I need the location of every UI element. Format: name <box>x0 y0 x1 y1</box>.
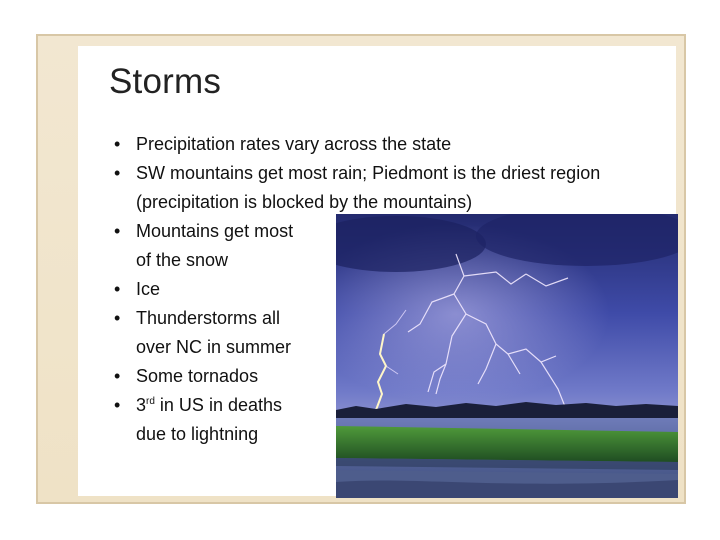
ordinal-number: 3 <box>136 395 147 415</box>
bullet-marker: • <box>114 163 121 183</box>
bullet-item <box>108 130 668 159</box>
bullet-text: Thunderstorms all <box>136 308 281 328</box>
bullet-marker: • <box>114 395 121 415</box>
bullet-marker: • <box>114 279 121 299</box>
bullet-text-continued: of the snow <box>136 250 229 270</box>
bullet-text-continued: over NC in summer <box>136 337 292 357</box>
bullet-text: Some tornados <box>136 366 259 386</box>
ordinal-suffix: rd <box>146 396 155 407</box>
bullet-marker: • <box>114 366 121 386</box>
lightning-storm-photo <box>336 214 678 498</box>
slide-title: Storms <box>109 62 222 101</box>
bullet-marker: • <box>114 221 121 241</box>
lightning-storm-image <box>336 214 678 498</box>
bullet-text-continued: (precipitation is blocked by the mountains) <box>136 192 473 212</box>
bullet-item <box>108 159 668 217</box>
bullet-text-rest: in US in deaths <box>154 395 282 415</box>
bullet-text: Precipitation rates vary across the state <box>136 134 452 154</box>
bullet-text: SW mountains get most rain; Piedmont is the driest region <box>136 163 601 183</box>
bullet-text-continued: due to lightning <box>136 424 259 444</box>
bullet-marker: • <box>114 134 121 154</box>
bullet-text <box>136 395 282 415</box>
bullet-marker: • <box>114 308 121 328</box>
bullet-text: Mountains get most <box>136 221 294 241</box>
bullet-text: Ice <box>136 279 161 299</box>
